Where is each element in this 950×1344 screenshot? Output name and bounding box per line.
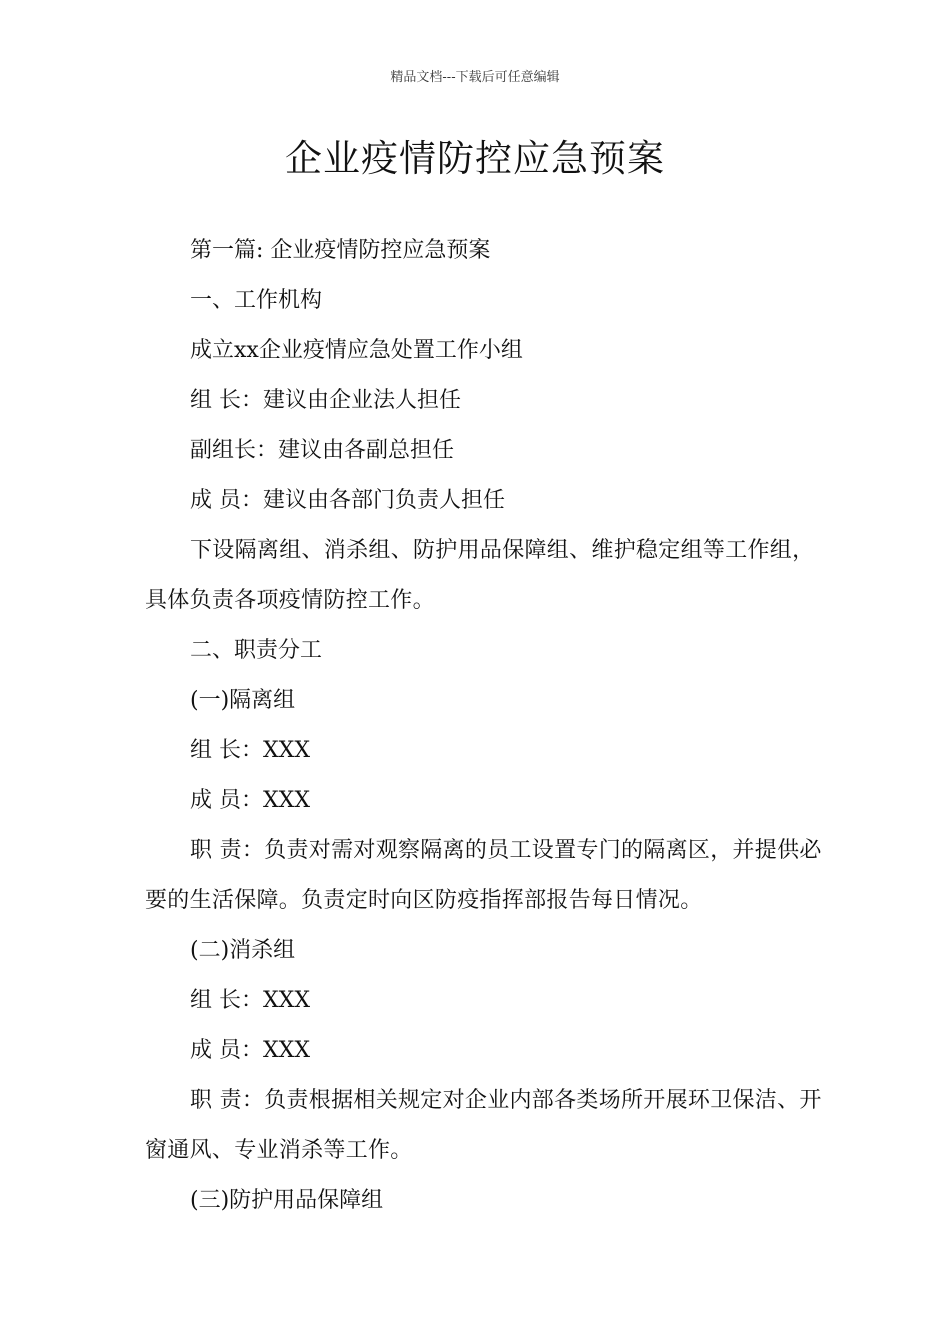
paragraph-subheading: (三)防护用品保障组 <box>190 1188 384 1213</box>
paragraph: 成 员：建议由各部门负责人担任 <box>190 488 505 513</box>
paragraph-part-heading: 第一篇: 企业疫情防控应急预案 <box>190 238 491 263</box>
paragraph: 下设隔离组、消杀组、防护用品保障组、维护稳定组等工作组，具体负责各项疫情防控工作。 <box>145 538 815 613</box>
document-title: 企业疫情防控应急预案 <box>285 137 665 180</box>
paragraph-subheading: (一)隔离组 <box>190 688 296 713</box>
document-body <box>145 226 825 1226</box>
paragraph: 副组长：建议由各副总担任 <box>190 438 455 463</box>
paragraph-section-heading: 二、职责分工 <box>190 638 323 663</box>
paragraph: 成 员：XXX <box>190 788 310 813</box>
paragraph-subheading: (二)消杀组 <box>190 938 296 963</box>
paragraph: 职 责：负责对需对观察隔离的员工设置专门的隔离区，并提供必要的生活保障。负责定时向区防疫指挥部报告每日情况。 <box>145 838 822 913</box>
paragraph-section-heading: 一、工作机构 <box>190 288 323 313</box>
paragraph: 成立xx企业疫情应急处置工作小组 <box>190 338 523 363</box>
paragraph: 成 员：XXX <box>190 1038 310 1063</box>
paragraph: 组 长：建议由企业法人担任 <box>190 388 461 413</box>
paragraph: 组 长：XXX <box>190 988 310 1013</box>
paragraph: 职 责：负责根据相关规定对企业内部各类场所开展环卫保洁、开窗通风、专业消杀等工作。 <box>145 1088 822 1163</box>
paragraph: 组 长：XXX <box>190 738 310 763</box>
header-note: 精品文档---下载后可任意编辑 <box>390 70 560 85</box>
